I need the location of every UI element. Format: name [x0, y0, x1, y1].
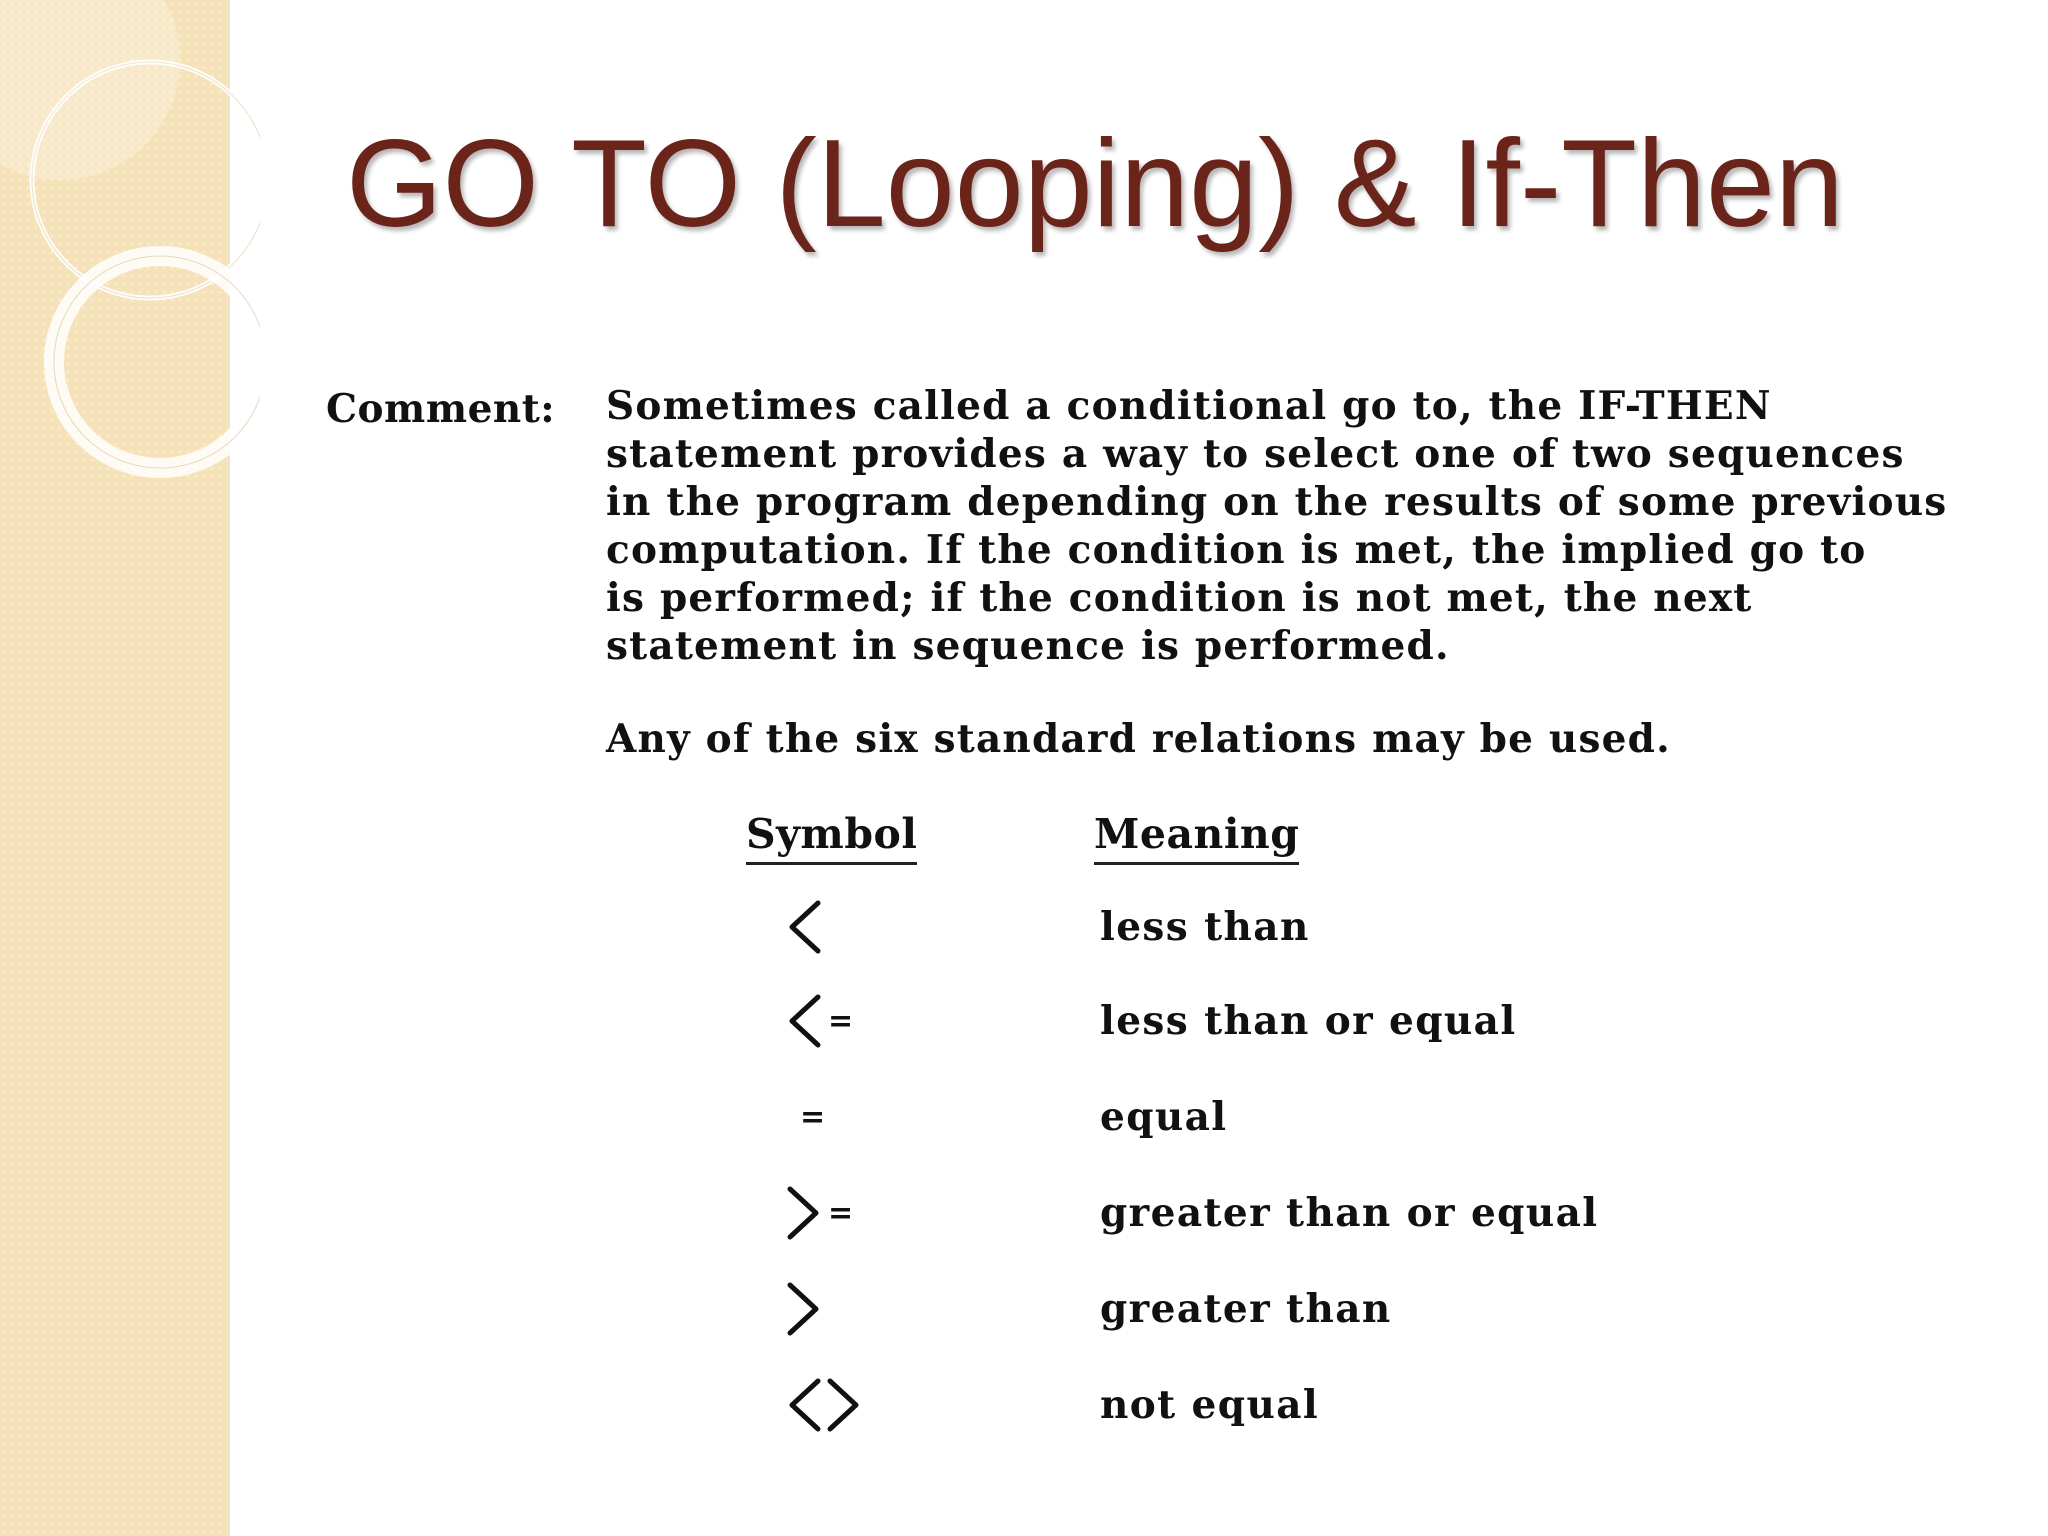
- meaning-column-header: Meaning: [1094, 810, 1299, 865]
- table-row: [0, 1274, 2048, 1344]
- greater-than-symbol: [784, 1183, 824, 1243]
- table-row: [0, 1178, 2048, 1248]
- equals-symbol: =: [828, 1195, 854, 1231]
- less-than-symbol: [784, 991, 824, 1051]
- comment-line: statement in sequence is performed.: [606, 623, 1450, 669]
- comment-label: Comment:: [326, 386, 556, 432]
- meaning-cell: less than: [1100, 904, 1310, 950]
- meaning-cell: not equal: [1100, 1382, 1320, 1428]
- less-than-symbol: [784, 897, 824, 957]
- equals-symbol: =: [828, 1003, 854, 1039]
- comment-line: in the program depending on the results of some previous: [606, 479, 1948, 525]
- table-row: [0, 892, 2048, 962]
- comment-line: Sometimes called a conditional go to, the IF-THEN: [606, 383, 1772, 429]
- equals-symbol: =: [800, 1099, 826, 1135]
- comment-line: is performed; if the condition is not met, the next: [606, 575, 1753, 621]
- symbol-column-header: Symbol: [746, 810, 917, 865]
- comment-paragraph: [606, 382, 1947, 670]
- meaning-cell: greater than or equal: [1100, 1190, 1599, 1236]
- table-row: [0, 986, 2048, 1056]
- table-row: [0, 1082, 2048, 1152]
- symbol-cell: [784, 1370, 864, 1440]
- table-row: [0, 1370, 2048, 1440]
- symbol-cell: [784, 986, 853, 1056]
- greater-than-symbol: [784, 1279, 824, 1339]
- symbol-cell: [784, 892, 824, 962]
- meaning-cell: equal: [1100, 1094, 1228, 1140]
- symbol-cell: [784, 1082, 825, 1152]
- symbol-cell: [784, 1274, 824, 1344]
- slide-title: GO TO (Looping) & If-Then: [346, 115, 1844, 253]
- relations-sentence: Any of the six standard relations may be used.: [606, 716, 1671, 762]
- comment-line: statement provides a way to select one of two sequences: [606, 431, 1905, 477]
- not-equal-symbol: [784, 1375, 864, 1435]
- comment-line: computation. If the condition is met, the implied go to: [606, 527, 1867, 573]
- meaning-cell: greater than: [1100, 1286, 1392, 1332]
- symbol-cell: [784, 1178, 853, 1248]
- meaning-cell: less than or equal: [1100, 998, 1517, 1044]
